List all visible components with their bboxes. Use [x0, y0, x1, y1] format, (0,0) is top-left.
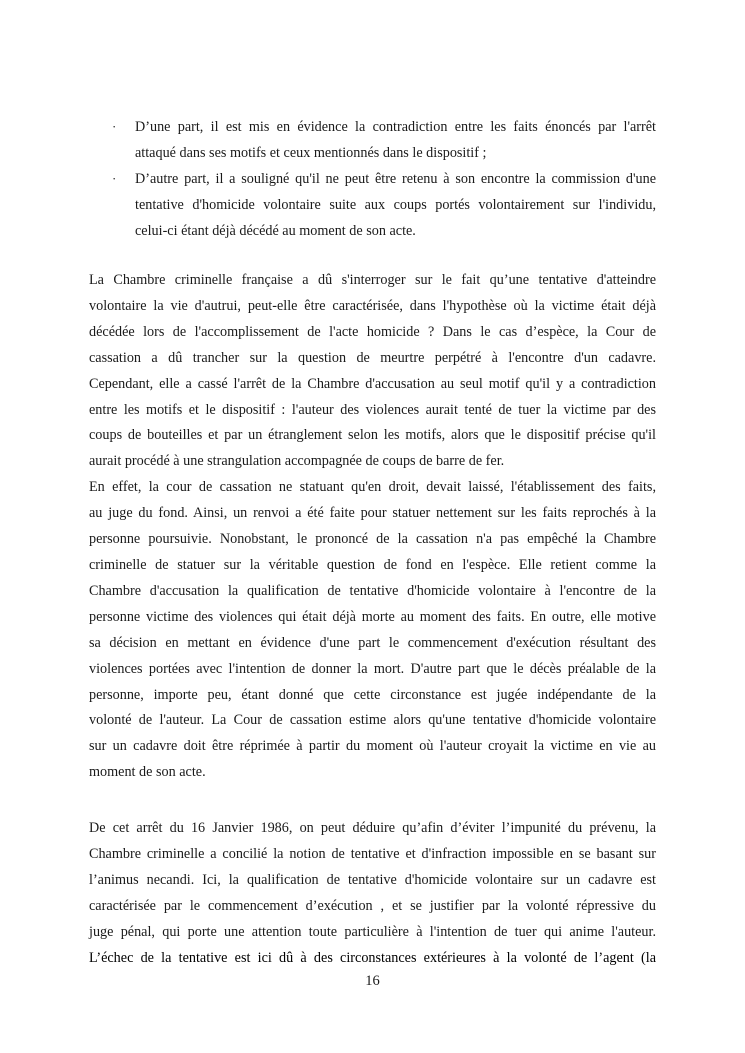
text-line: Cependant, elle a cassé l'arrêt de la Chambre d'accusation au seul motif qu'il y a contradiction [89, 375, 656, 392]
text-line: cassation a dû trancher sur la question de meurtre perpétré à l'encontre d'un cadavre. [89, 349, 656, 366]
text-line: aurait procédé à une strangulation accompagnée de coups de barre de fer. [89, 453, 505, 470]
text-line: tentative d'homicide volontaire suite aux coups portés volontairement sur l'individu, [135, 197, 656, 213]
text-line: au juge du fond. Ainsi, un renvoi a été faite pour statuer nettement sur les faits reprochés à la [89, 505, 656, 522]
text-line: personne poursuivie. Nonobstant, le prononcé de la cassation n'a pas empêché la Chambre [89, 531, 656, 548]
text-line: criminelle de statuer sur la véritable question de fond en l'espèce. Elle retient comme la [89, 556, 656, 573]
bullet-list [100, 114, 656, 244]
text-line: personne victime des violences qui était déjà morte au moment des faits. En outre, elle motive [89, 608, 656, 625]
text-line: violences portées avec l'intention de donner la mort. D'autre part que le décès préalable de la [89, 660, 656, 677]
bullet-marker: · [112, 119, 117, 134]
body-paragraph [89, 816, 656, 971]
list-item [100, 166, 656, 244]
text-line: celui-ci étant déjà décédé au moment de son acte. [135, 223, 416, 239]
text-line: caractérisée par le commencement d’exécution , et se justifier par la volonté répressive du [89, 897, 656, 914]
text-line: La Chambre criminelle française a dû s'interroger sur le fait qu’une tentative d'atteindre [89, 272, 656, 288]
text-line: D’autre part, il a souligné qu'il ne peut être retenu à son encontre la commission d'une [135, 171, 656, 187]
text-line: sa décision en mettant en évidence d'une part le commencement d'exécution résultant des [89, 634, 656, 651]
page-number: 16 [365, 973, 380, 989]
text-line: L’échec de la tentative est ici dû à des circonstances extérieures à la volonté de l’agent (la [89, 949, 656, 966]
text-line: Chambre d'accusation la qualification de tentative d'homicide volontaire à l'encontre de la [89, 582, 656, 599]
text-line: moment de son acte. [89, 764, 206, 781]
text-line: entre les motifs et le dispositif : l'auteur des violences aurait tenté de tuer la victime par des [89, 401, 656, 418]
text-line: De cet arrêt du 16 Janvier 1986, on peut déduire qu’afin d’éviter l’impunité du prévenu, la [89, 820, 656, 836]
text-line: En effet, la cour de cassation ne statuant qu'en droit, devait laissé, l'établissement des faits, [89, 479, 656, 496]
text-line: personne, importe peu, étant donné que cette circonstance est jugée indépendante de la [89, 686, 656, 703]
text-line: D’une part, il est mis en évidence la contradiction entre les faits énoncés par l'arrêt [135, 119, 656, 135]
text-line: volontaire la vie d'autrui, peut-elle être caractérisée, dans l'hypothèse où la victime était déjà [89, 297, 656, 314]
body-paragraph [89, 268, 656, 786]
text-line: juge pénal, qui porte une attention toute particulière à l'intention de tuer qui anime l'auteur. [89, 923, 656, 940]
text-line: sur un cadavre doit être réprimée à partir du moment où l'auteur croyait la victime en vie au [89, 738, 656, 755]
bullet-marker: · [112, 171, 117, 186]
text-line: volonté de l'auteur. La Cour de cassation estime alors qu'une tentative d'homicide volontaire [89, 712, 656, 729]
text-line: l’animus necandi. Ici, la qualification de tentative d'homicide volontaire sur un cadavre est [89, 871, 656, 888]
text-line: coups de bouteilles et par un étranglement selon les motifs, alors que le dispositif précise qu'il [89, 427, 656, 444]
text-line: Chambre criminelle a concilié la notion de tentative et d'infraction impossible en se basant sur [89, 845, 656, 862]
text-line: attaqué dans ses motifs et ceux mentionnés dans le dispositif ; [135, 145, 487, 161]
list-item [100, 114, 656, 166]
text-line: décédée lors de l'accomplissement de l'acte homicide ? Dans le cas d’espèce, la Cour de [89, 323, 656, 340]
